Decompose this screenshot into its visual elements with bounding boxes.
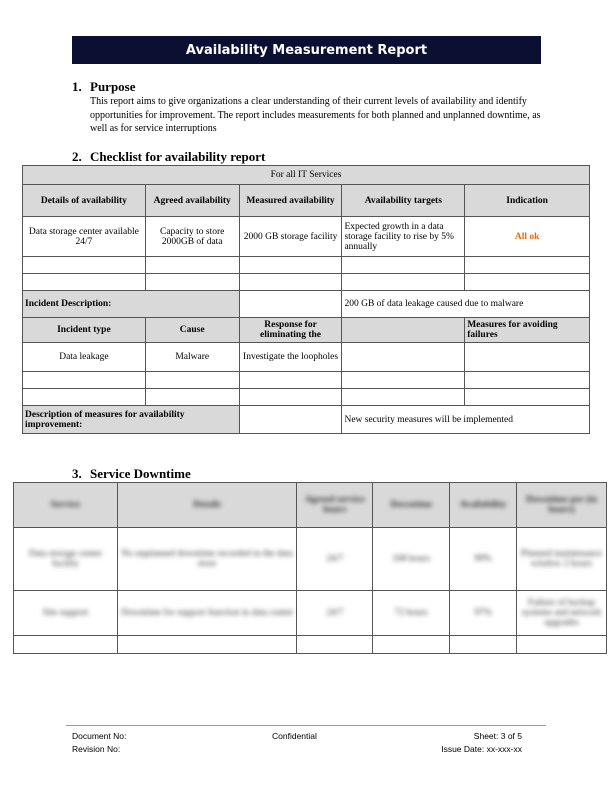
footer-divider [66, 725, 546, 726]
footer-revision-no: Revision No: [72, 744, 121, 754]
downtime-row1-availability: 99% [450, 528, 517, 591]
downtime-row1-per: Planned maintenance window 2 hours [517, 528, 607, 591]
downtime-header-service: Service [14, 483, 118, 528]
cell-response: Investigate the loopholes [239, 343, 342, 372]
downtime-header-per: Downtime per (in hours) [517, 483, 607, 528]
downtime-row2-downtime: 72 hours [373, 591, 450, 636]
downtime-row1-details: No unplanned downtime recorded in the data store [117, 528, 297, 591]
header-details: Details of availability [23, 185, 146, 217]
incident-description-label: Incident Description: [23, 291, 240, 318]
downtime-header-availability: Availability [450, 483, 517, 528]
downtime-table [13, 482, 607, 654]
downtime-row2-details: Downtime for support function in data center [117, 591, 297, 636]
downtime-header-hours: Agreed service hours [297, 483, 373, 528]
downtime-row2-availability: 97% [450, 591, 517, 636]
purpose-paragraph: This report aims to give organizations a clear understanding of their current levels of availability and identify opportunities for improvement. The report includes measurements for both planned and unplanned downtime, as well as for service interruptions [90, 96, 541, 134]
footer-sheet: Sheet: 3 of 5 [473, 731, 522, 741]
cell-measured: 2000 GB storage facility [239, 217, 342, 257]
header-response: Response for eliminating the [239, 318, 342, 343]
downtime-row2-per: Failure of backup systems and network upgrades [517, 591, 607, 636]
section-checklist-heading: 2. Checklist for availability report [72, 149, 266, 164]
checklist-table [22, 165, 590, 434]
header-indication: Indication [465, 185, 590, 217]
cell-agreed: Capacity to store 2000GB of data [145, 217, 239, 257]
section-purpose-heading: 1. Purpose [72, 79, 136, 94]
header-incident-type: Incident type [23, 318, 146, 343]
report-title: Availability Measurement Report [185, 42, 428, 58]
downtime-row1-service: Data storage center facility [14, 528, 118, 591]
downtime-row2-service: Site support [14, 591, 118, 636]
cell-targets: Expected growth in a data storage facility to rise by 5% annually [342, 217, 465, 257]
cell-incident-type: Data leakage [23, 343, 146, 372]
header-targets: Availability targets [342, 185, 465, 217]
cell-indication-status: All ok [465, 217, 590, 257]
section-downtime-heading: 3. Service Downtime [72, 466, 191, 481]
header-measured: Measured availability [239, 185, 342, 217]
cell-details: Data storage center available 24/7 [23, 217, 146, 257]
downtime-header-details: Details [117, 483, 297, 528]
improvement-value: New security measures will be implemented [342, 406, 590, 434]
downtime-row1-hours: 24/7 [297, 528, 373, 591]
footer-issue-date: Issue Date: xx-xxx-xx [441, 744, 522, 754]
cell-cause: Malware [145, 343, 239, 372]
header-measures: Measures for avoiding failures [465, 318, 590, 343]
incident-description-value: 200 GB of data leakage caused due to malware [342, 291, 590, 318]
header-agreed: Agreed availability [145, 185, 239, 217]
downtime-row1-downtime: 168 hours [373, 528, 450, 591]
report-title-bar [72, 36, 541, 64]
footer-document-no: Document No: [72, 731, 127, 741]
footer-confidential: Confidential [272, 731, 317, 741]
downtime-row2-hours: 24/7 [297, 591, 373, 636]
downtime-header-downtime: Downtime [373, 483, 450, 528]
checklist-banner: For all IT Services [23, 166, 590, 185]
improvement-label: Description of measures for availability improvement: [23, 406, 240, 434]
header-cause: Cause [145, 318, 239, 343]
